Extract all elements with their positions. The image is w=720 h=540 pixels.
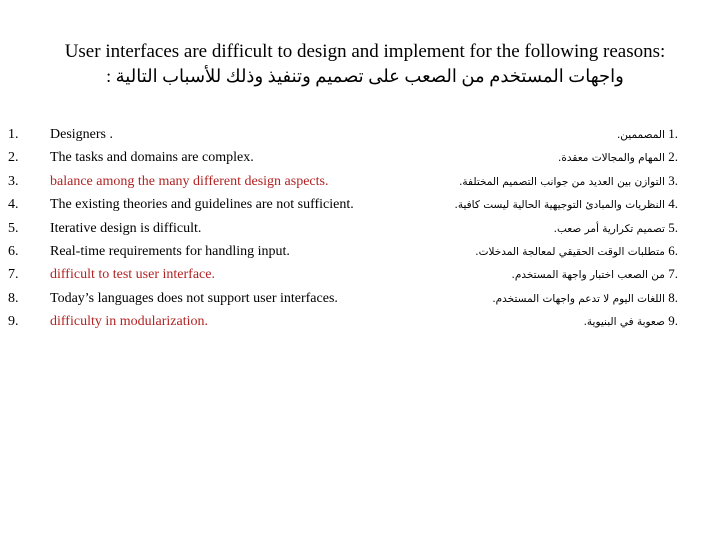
arabic-reason-list xyxy=(378,125,678,336)
reason-number: 9. xyxy=(8,314,19,330)
reason-number: 4. xyxy=(8,197,19,213)
reason-arabic-row xyxy=(378,312,678,335)
reason-number-list xyxy=(8,125,38,336)
reason-number: 3. xyxy=(8,173,19,189)
reason-number: 1. xyxy=(8,127,19,142)
title-english: User interfaces are difficult to design and implement for the following reasons: xyxy=(64,41,666,62)
reason-arabic-number: .4 xyxy=(668,196,678,212)
reason-arabic-row xyxy=(378,289,678,312)
reason-english: Iterative design is difficult. xyxy=(50,220,202,236)
reason-arabic-row xyxy=(378,219,678,242)
reason-number: 2. xyxy=(8,150,19,166)
reason-arabic: من الصعب اختبار واجهة المستخدم. xyxy=(511,269,665,282)
reason-arabic-number: .9 xyxy=(668,313,678,329)
reason-english: Designers . xyxy=(50,127,113,142)
reason-arabic-row xyxy=(378,148,678,171)
reason-arabic-row xyxy=(378,265,678,288)
reason-arabic-number: .5 xyxy=(668,219,678,235)
reason-number: 5. xyxy=(8,220,19,236)
reason-arabic: التوازن بين العديد من جوانب التصميم المختلفة. xyxy=(459,175,665,188)
reason-arabic: النظريات والمبادئ التوجيهية الحالية ليست كافية. xyxy=(454,199,665,212)
reason-arabic: المصممين. xyxy=(616,129,665,141)
reason-english: The existing theories and guidelines are not sufficient. xyxy=(50,197,354,213)
reason-arabic: اللغات اليوم لا تدعم واجهات المستخدم. xyxy=(492,292,665,305)
reason-arabic: تصميم تكرارية أمر صعب. xyxy=(553,222,665,235)
title-arabic: واجهات المستخدم من الصعب على تصميم وتنفيذ وذلك للأسباب التالية : xyxy=(106,66,624,86)
reason-arabic-number: .3 xyxy=(668,172,678,188)
reason-arabic-number: .1 xyxy=(668,126,678,141)
reason-english: The tasks and domains are complex. xyxy=(50,150,254,166)
reason-arabic-number: .2 xyxy=(668,149,678,165)
reason-arabic-number: .6 xyxy=(668,242,678,258)
reason-arabic: صعوبة في البنيوية. xyxy=(583,316,665,329)
reason-number: 7. xyxy=(8,267,19,283)
reason-english: difficult to test user interface. xyxy=(50,267,215,283)
reason-arabic-row xyxy=(378,172,678,195)
reason-arabic-row xyxy=(378,242,678,265)
reason-arabic-number: .8 xyxy=(668,289,678,305)
reason-arabic: متطلبات الوقت الحقيقي لمعالجة المدخلات. xyxy=(475,245,665,258)
english-reason-list xyxy=(50,125,420,336)
reason-english: difficulty in modularization. xyxy=(50,314,208,330)
reason-arabic-number: .7 xyxy=(668,266,678,282)
reason-arabic-row xyxy=(378,125,678,148)
reason-arabic-row xyxy=(378,195,678,218)
reason-number: 8. xyxy=(8,290,19,306)
reason-english: Real-time requirements for handling input. xyxy=(50,243,290,259)
reason-number: 6. xyxy=(8,243,19,259)
reason-english: Today’s languages does not support user interfaces. xyxy=(50,290,338,306)
slide-title xyxy=(20,40,710,88)
reason-english: balance among the many different design aspects. xyxy=(50,173,329,189)
reason-arabic: المهام والمجالات معقدة. xyxy=(558,152,665,165)
